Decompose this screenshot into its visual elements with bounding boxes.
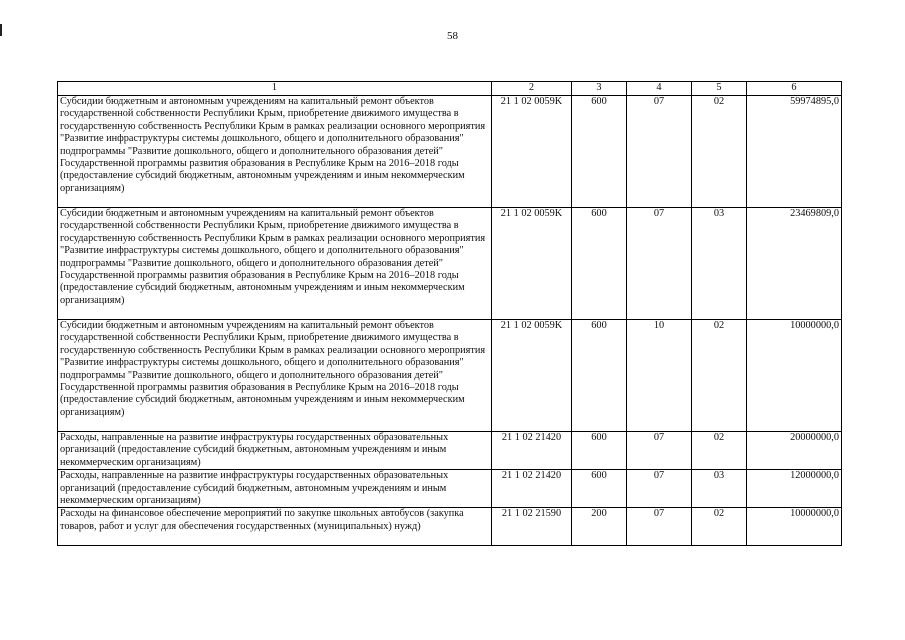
row-expense-type: 600 xyxy=(572,208,627,320)
row-expense-type: 200 xyxy=(572,508,627,546)
row-code: 21 1 02 21420 xyxy=(492,470,572,508)
row-subsection: 03 xyxy=(692,470,747,508)
row-expense-type: 600 xyxy=(572,432,627,470)
row-description: Расходы, направленные на развитие инфраструктуры государственных образовательных организаций (предоставление субсидий бюджетным, автономным учреждениям и иным некоммерческим организациям) xyxy=(58,432,492,470)
column-header: 1 xyxy=(58,82,492,96)
row-amount: 10000000,0 xyxy=(747,508,842,546)
row-subsection: 02 xyxy=(692,96,747,208)
table-row xyxy=(58,208,842,320)
row-description: Субсидии бюджетным и автономным учреждениям на капитальный ремонт объектов государственной собственности Республики Крым, приобретение движимого имущества в государственную собственность Республики Крым в рамках реализации основного мероприятия "Развитие инфраструктуры системы дошкольного, общего и дополнительного образования" подпрограммы "Развитие дошкольного, общего и дополнительного образования детей" Государственной программы развития образования в Республике Крым на 2016–2018 годы (предоставление субсидий бюджетным, автономным учреждениям и иным некоммерческим организациям) xyxy=(58,208,492,320)
row-code: 21 1 02 0059K xyxy=(492,320,572,432)
row-subsection: 02 xyxy=(692,432,747,470)
row-section: 07 xyxy=(627,208,692,320)
row-section: 07 xyxy=(627,470,692,508)
column-header: 2 xyxy=(492,82,572,96)
row-expense-type: 600 xyxy=(572,320,627,432)
row-code: 21 1 02 0059K xyxy=(492,208,572,320)
column-header: 6 xyxy=(747,82,842,96)
row-subsection: 02 xyxy=(692,320,747,432)
row-code: 21 1 02 21420 xyxy=(492,432,572,470)
row-section: 07 xyxy=(627,432,692,470)
row-description: Расходы, направленные на развитие инфраструктуры государственных образовательных организаций (предоставление субсидий бюджетным, автономным учреждениям и иным некоммерческим организациям) xyxy=(58,470,492,508)
table-row xyxy=(58,470,842,508)
row-section: 07 xyxy=(627,508,692,546)
row-code: 21 1 02 0059K xyxy=(492,96,572,208)
row-amount: 59974895,0 xyxy=(747,96,842,208)
row-amount: 12000000,0 xyxy=(747,470,842,508)
row-expense-type: 600 xyxy=(572,470,627,508)
budget-table xyxy=(57,81,842,546)
row-description: Субсидии бюджетным и автономным учреждениям на капитальный ремонт объектов государственной собственности Республики Крым, приобретение движимого имущества в государственную собственность Республики Крым в рамках реализации основного мероприятия "Развитие инфраструктуры системы дошкольного, общего и дополнительного образования" подпрограммы "Развитие дошкольного, общего и дополнительного образования детей" Государственной программы развития образования в Республике Крым на 2016–2018 годы (предоставление субсидий бюджетным, автономным учреждениям и иным некоммерческим организациям) xyxy=(58,96,492,208)
page-number: 58 xyxy=(447,30,458,42)
row-amount: 23469809,0 xyxy=(747,208,842,320)
row-section: 10 xyxy=(627,320,692,432)
row-expense-type: 600 xyxy=(572,96,627,208)
row-subsection: 02 xyxy=(692,508,747,546)
row-section: 07 xyxy=(627,96,692,208)
column-header: 5 xyxy=(692,82,747,96)
row-description: Расходы на финансовое обеспечение мероприятий по закупке школьных автобусов (закупка товаров, работ и услуг для обеспечения государственных (муниципальных) нужд) xyxy=(58,508,492,546)
table-row xyxy=(58,508,842,546)
table-row xyxy=(58,432,842,470)
row-amount: 20000000,0 xyxy=(747,432,842,470)
column-header: 3 xyxy=(572,82,627,96)
table-row xyxy=(58,96,842,208)
column-header: 4 xyxy=(627,82,692,96)
table-row xyxy=(58,320,842,432)
row-description: Субсидии бюджетным и автономным учреждениям на капитальный ремонт объектов государственной собственности Республики Крым, приобретение движимого имущества в государственную собственность Республики Крым в рамках реализации основного мероприятия "Развитие инфраструктуры системы дошкольного, общего и дополнительного образования" подпрограммы "Развитие дошкольного, общего и дополнительного образования детей" Государственной программы развития образования в Республике Крым на 2016–2018 годы (предоставление субсидий бюджетным, автономным учреждениям и иным некоммерческим организациям) xyxy=(58,320,492,432)
header-row xyxy=(58,82,842,96)
row-code: 21 1 02 21590 xyxy=(492,508,572,546)
row-subsection: 03 xyxy=(692,208,747,320)
row-amount: 10000000,0 xyxy=(747,320,842,432)
